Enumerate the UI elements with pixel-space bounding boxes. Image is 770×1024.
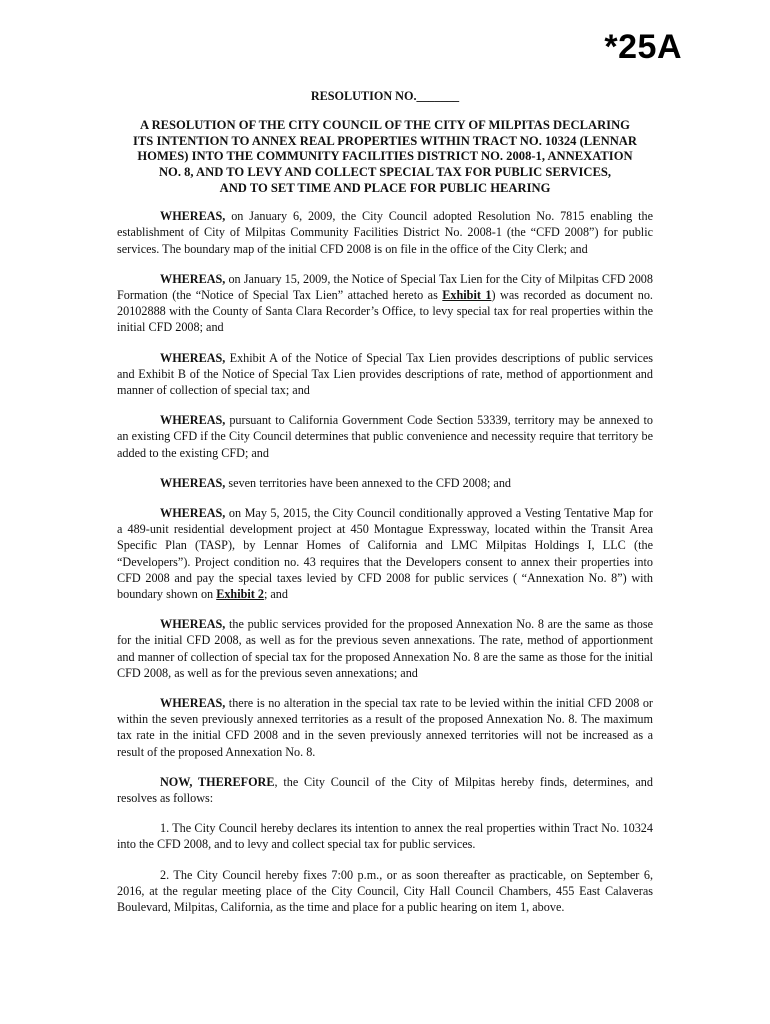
paragraph-text: there is no alteration in the special tax rate to be levied within the initial CFD 2008 or within the seven previously annexed territories as a result of the proposed Annexation No. 8. The maximum tax rate in the initial CFD 2008 and in the seven previously annexed territories will not be increased as a result of the proposed Annexation No. 8. — [117, 696, 653, 759]
paragraph-lead: NOW, THEREFORE — [160, 774, 275, 789]
paragraph-lead: WHEREAS, — [160, 209, 226, 224]
paragraph-text: on January 15, 2009, the Notice of Special Tax Lien for the City of Milpitas CFD 2008 Formation (the “Notice of Special Tax Lien” attached hereto as — [117, 271, 653, 302]
paragraph-text-end: ) was recorded as document no. 20102888 with the County of Santa Clara Recorder’s Office, to levy special tax for real properties within the initial CFD 2008; and — [117, 287, 653, 335]
paragraph-text: on May 5, 2015, the City Council conditionally approved a Vesting Tentative Map for a 489-unit residential development project at 450 Montague Expressway, located within the Transit Area Specific Plan (TASP), by Lennar Homes of California and LMC Milpitas Holdings I, LLC (the “Developers”). Project condition no. 43 requires that the Developers consent to annex their properties into CFD 2008 and pay the special taxes levied by CFD 2008 for public services ( “Annexation No. 8”) with boundary shown on — [117, 506, 653, 602]
paragraph-text: , the City Council of the City of Milpitas hereby finds, determines, and resolves as follows: — [117, 774, 653, 806]
paragraph-text: pursuant to California Government Code Section 53339, territory may be annexed to an existing CFD if the City Council determines that public convenience and necessity require that territory be added to the existing CFD; and — [117, 413, 653, 460]
paragraph-lead: WHEREAS, — [160, 413, 226, 428]
whereas-paragraph-6 — [117, 505, 653, 602]
whereas-paragraph-3 — [117, 350, 653, 399]
paragraph-text: on January 6, 2009, the City Council adopted Resolution No. 7815 enabling the establishment of City of Milpitas Community Facilities District No. 2008-1 (the “CFD 2008”) for public services. The boundary map of the initial CFD 2008 is on file in the office of the City Clerk; and — [117, 209, 653, 256]
paragraph-text: 2. The City Council hereby fixes 7:00 p.m., or as soon thereafter as practicable, on September 6, 2016, at the regular meeting place of the City Council, City Hall Council Chambers, 455 East Calaveras Boulevard, Milpitas, California, as the time and place for a public hearing on item 1, above. — [117, 867, 653, 915]
resolution-number: RESOLUTION NO._______ — [310, 89, 460, 103]
whereas-paragraph-7 — [117, 616, 653, 681]
whereas-paragraph-1 — [117, 208, 653, 257]
whereas-paragraph-4 — [117, 412, 653, 461]
paragraph-text: the public services provided for the proposed Annexation No. 8 are the same as those for the initial CFD 2008, as well as for the previous seven annexations. The rate, method of apportionment and manner of collection of special tax for the proposed Annexation No. 8 are the same as those for the initial CFD 2008, as well as for the previous seven annexations; and — [117, 617, 653, 680]
whereas-paragraph-5 — [117, 475, 653, 491]
paragraph-text-end: ; and — [263, 587, 288, 602]
paragraph-lead: WHEREAS, — [160, 506, 226, 521]
now-therefore-paragraph — [117, 774, 653, 806]
resolution-body — [117, 88, 653, 929]
whereas-paragraph-2 — [117, 271, 653, 336]
resolution-title: A RESOLUTION OF THE CITY COUNCIL OF THE CITY OF MILPITAS DECLARING ITS INTENTION TO ANNEX REAL PROPERTIES WITHIN TRACT NO. 10324 (LENNAR HOMES) INTO THE COMMUNITY FACILITIES DISTRICT NO. 2008-1, ANNEXATION NO. 8, AND TO LEVY AND COLLECT SPECIAL TAX FOR PUBLIC SERVICES, AND TO SET TIME AND PLACE FOR PUBLIC HEARING — [132, 118, 637, 195]
paragraph-lead: WHEREAS, — [160, 696, 226, 711]
paragraph-lead: WHEREAS, — [160, 475, 226, 490]
paragraph-lead: WHEREAS, — [160, 350, 226, 365]
exhibit-1-reference: Exhibit 1 — [442, 287, 492, 302]
paragraph-lead: WHEREAS, — [160, 271, 226, 286]
paragraph-text: seven territories have been annexed to the CFD 2008; and — [225, 475, 512, 490]
resolved-item-1 — [117, 820, 653, 852]
paragraph-text: 1. The City Council hereby declares its intention to annex the real properties within Tract No. 10324 into the CFD 2008, and to levy and collect special tax for public services. — [117, 821, 653, 852]
resolved-item-2 — [117, 867, 653, 916]
exhibit-2-reference: Exhibit 2 — [216, 587, 264, 602]
paragraph-text: Exhibit A of the Notice of Special Tax Lien provides descriptions of public services and Exhibit B of the Notice of Special Tax Lien provides descriptions of rate, method of apportionment and manner of collection of special tax; and — [117, 350, 653, 397]
whereas-paragraph-8 — [117, 695, 653, 760]
paragraph-lead: WHEREAS, — [160, 617, 226, 632]
agenda-item-tag: *25A — [604, 28, 682, 66]
